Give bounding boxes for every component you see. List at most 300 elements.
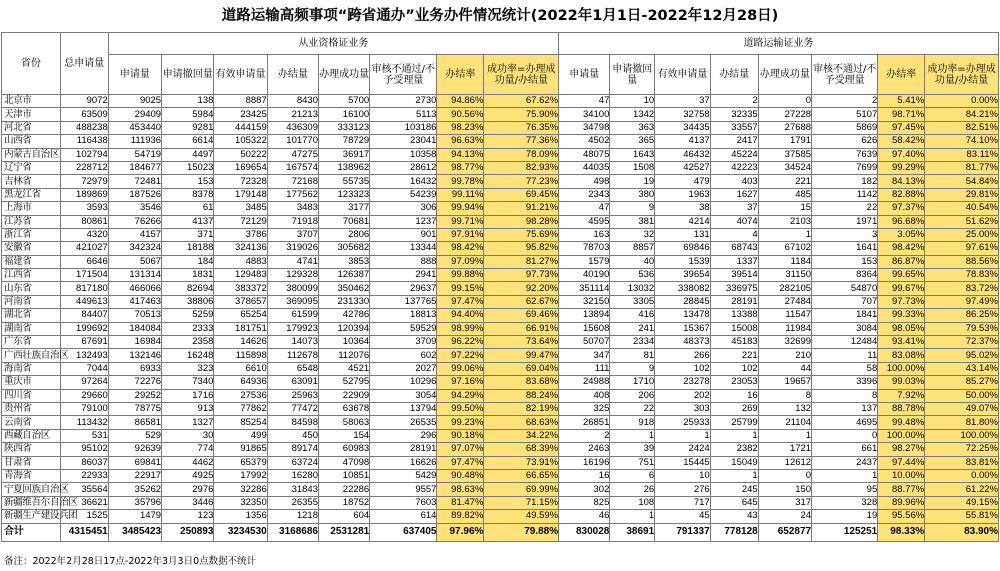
province-cell: 四川省: [2, 389, 61, 402]
value-cell: 98.42%: [878, 242, 925, 255]
province-cell: 青海省: [2, 469, 61, 482]
value-cell: 70513: [108, 309, 161, 322]
value-cell: 34.22%: [484, 429, 559, 442]
value-cell: 32699: [758, 336, 811, 349]
value-cell: 6548: [267, 362, 318, 375]
value-cell: 28191: [370, 443, 437, 456]
value-cell: 99.88%: [437, 269, 484, 282]
province-cell: 上海市: [2, 202, 61, 215]
value-cell: 416: [610, 309, 655, 322]
value-cell: 303: [655, 402, 711, 415]
value-cell: 26851: [559, 416, 610, 429]
value-cell: 498: [559, 175, 610, 188]
value-cell: 5107: [812, 108, 878, 121]
value-cell: 95.82%: [484, 242, 559, 255]
value-cell: 282105: [758, 282, 811, 295]
value-cell: 68.63%: [484, 416, 559, 429]
table-row: [2, 175, 999, 188]
value-cell: 3177: [318, 202, 369, 215]
value-cell: 774: [162, 443, 214, 456]
header-province: 省份: [2, 33, 61, 95]
value-cell: 54.84%: [925, 175, 999, 188]
value-cell: 4157: [108, 228, 161, 241]
value-cell: 72129: [214, 215, 267, 228]
value-cell: 98.71%: [878, 108, 925, 121]
value-cell: 3054: [370, 389, 437, 402]
header-col: 有效申请量: [655, 55, 711, 95]
value-cell: 78775: [108, 402, 161, 415]
value-cell: 12612: [758, 456, 811, 469]
value-cell: 182: [812, 175, 878, 188]
value-cell: 228712: [60, 161, 108, 174]
table-row: [2, 376, 999, 389]
value-cell: 46432: [655, 148, 711, 161]
value-cell: 15049: [710, 456, 758, 469]
value-cell: 408: [559, 389, 610, 402]
value-cell: 13794: [370, 402, 437, 415]
value-cell: 23053: [710, 376, 758, 389]
value-cell: 21213: [267, 108, 318, 121]
value-cell: 63724: [267, 456, 318, 469]
province-cell: 江西省: [2, 269, 61, 282]
value-cell: 10851: [318, 469, 369, 482]
table-row: [2, 228, 999, 241]
value-cell: 99.94%: [437, 202, 484, 215]
value-cell: 97.37%: [878, 202, 925, 215]
province-cell: 内蒙古自治区: [2, 148, 61, 161]
value-cell: 8: [758, 389, 811, 402]
value-cell: 751: [610, 456, 655, 469]
value-cell: 52795: [318, 376, 369, 389]
table-row: [2, 188, 999, 201]
value-cell: 13032: [610, 282, 655, 295]
value-cell: 18813: [370, 309, 437, 322]
value-cell: 1218: [267, 510, 318, 523]
value-cell: 92.20%: [484, 282, 559, 295]
value-cell: 68.39%: [484, 443, 559, 456]
value-cell: 901: [370, 228, 437, 241]
province-cell: 新疆维吾尔自治区: [2, 496, 61, 509]
value-cell: 99.65%: [878, 269, 925, 282]
value-cell: 36621: [60, 496, 108, 509]
value-cell: 1525: [60, 510, 108, 523]
value-cell: 76266: [108, 215, 161, 228]
value-cell: 97.09%: [437, 255, 484, 268]
value-cell: 371: [162, 228, 214, 241]
value-cell: 10358: [370, 148, 437, 161]
value-cell: 94.13%: [437, 148, 484, 161]
value-cell: 138962: [318, 161, 369, 174]
province-cell: 安徽省: [2, 242, 61, 255]
value-cell: 531: [60, 429, 108, 442]
value-cell: 499: [214, 429, 267, 442]
table-row: [2, 161, 999, 174]
value-cell: 81.80%: [925, 416, 999, 429]
value-cell: 369095: [267, 295, 318, 308]
value-cell: 88.78%: [878, 402, 925, 415]
value-cell: 45224: [710, 148, 758, 161]
value-cell: 49.59%: [484, 510, 559, 523]
value-cell: 22286: [318, 483, 369, 496]
value-cell: 73.91%: [484, 456, 559, 469]
value-cell: 28845: [655, 295, 711, 308]
value-cell: 32758: [655, 108, 711, 121]
value-cell: 6614: [162, 135, 214, 148]
value-cell: 1337: [710, 255, 758, 268]
value-cell: 2531281: [318, 523, 369, 541]
value-cell: 296: [370, 429, 437, 442]
value-cell: 15: [758, 202, 811, 215]
value-cell: 19657: [758, 376, 811, 389]
value-cell: 338082: [655, 282, 711, 295]
value-cell: 450: [267, 429, 318, 442]
value-cell: 1327: [162, 416, 214, 429]
value-cell: 47: [559, 202, 610, 215]
value-cell: 791337: [655, 523, 711, 541]
value-cell: 95.56%: [878, 510, 925, 523]
value-cell: 97.61%: [925, 242, 999, 255]
value-cell: 97.73%: [878, 295, 925, 308]
value-cell: 305682: [318, 242, 369, 255]
value-cell: 13894: [559, 309, 610, 322]
value-cell: 24: [758, 510, 811, 523]
value-cell: 0.00%: [925, 95, 999, 108]
value-cell: 323: [162, 362, 214, 375]
table-row: [2, 295, 999, 308]
table-row: [2, 349, 999, 362]
value-cell: 48373: [655, 336, 711, 349]
value-cell: 86037: [60, 456, 108, 469]
value-cell: 45183: [710, 336, 758, 349]
value-cell: 1: [758, 429, 811, 442]
value-cell: 15608: [559, 322, 610, 335]
value-cell: 602: [370, 349, 437, 362]
province-cell: 浙江省: [2, 228, 61, 241]
value-cell: 60983: [318, 443, 369, 456]
value-cell: 72328: [214, 175, 267, 188]
province-cell: 海南省: [2, 362, 61, 375]
value-cell: 17992: [214, 469, 267, 482]
value-cell: 5067: [108, 255, 161, 268]
value-cell: 91.21%: [484, 202, 559, 215]
value-cell: 154: [318, 429, 369, 442]
value-cell: 84.13%: [878, 175, 925, 188]
value-cell: 7.92%: [878, 389, 925, 402]
value-cell: 187526: [108, 188, 161, 201]
value-cell: 125251: [812, 523, 878, 541]
value-cell: 13344: [370, 242, 437, 255]
value-cell: 365: [610, 135, 655, 148]
value-cell: 77.23%: [484, 175, 559, 188]
value-cell: 380099: [267, 282, 318, 295]
value-cell: 189869: [60, 188, 108, 201]
value-cell: 153: [812, 255, 878, 268]
value-cell: 2424: [655, 443, 711, 456]
value-cell: 95102: [60, 443, 108, 456]
value-cell: 95: [812, 483, 878, 496]
value-cell: 8887: [214, 95, 267, 108]
value-cell: 18752: [318, 496, 369, 509]
value-cell: 16984: [108, 336, 161, 349]
table-row: [2, 402, 999, 415]
value-cell: 488238: [60, 121, 108, 134]
value-cell: 77862: [214, 402, 267, 415]
value-cell: 1: [610, 429, 655, 442]
value-cell: 5869: [812, 121, 878, 134]
value-cell: 23278: [655, 376, 711, 389]
value-cell: 325: [559, 402, 610, 415]
value-cell: 4595: [559, 215, 610, 228]
value-cell: 85254: [214, 416, 267, 429]
value-cell: 55735: [318, 175, 369, 188]
value-cell: 112678: [267, 349, 318, 362]
value-cell: 129328: [267, 269, 318, 282]
value-cell: 54719: [108, 148, 161, 161]
value-cell: 22909: [318, 389, 369, 402]
value-cell: 707: [812, 295, 878, 308]
value-cell: 102: [710, 362, 758, 375]
province-cell: 北京市: [2, 95, 61, 108]
value-cell: 126387: [318, 269, 369, 282]
table-row: [2, 121, 999, 134]
value-cell: 26535: [370, 416, 437, 429]
value-cell: 1641: [812, 242, 878, 255]
value-cell: 29.81%: [925, 188, 999, 201]
value-cell: 1: [655, 429, 711, 442]
value-cell: 27688: [758, 121, 811, 134]
value-cell: 210: [758, 349, 811, 362]
value-cell: 58063: [318, 416, 369, 429]
value-cell: 1508: [610, 161, 655, 174]
value-cell: 4315451: [60, 523, 108, 541]
value-cell: 131314: [108, 269, 161, 282]
value-cell: 652877: [758, 523, 811, 541]
value-cell: 34100: [559, 108, 610, 121]
value-cell: 111936: [108, 135, 161, 148]
value-cell: 266: [655, 349, 711, 362]
value-cell: 2806: [318, 228, 369, 241]
value-cell: 78.09%: [484, 148, 559, 161]
province-cell: 湖南省: [2, 322, 61, 335]
value-cell: 231330: [318, 295, 369, 308]
value-cell: 96.68%: [878, 215, 925, 228]
value-cell: 65379: [214, 456, 267, 469]
value-cell: 113432: [60, 416, 108, 429]
value-cell: 66.65%: [484, 469, 559, 482]
value-cell: 98.05%: [878, 322, 925, 335]
value-cell: 7340: [162, 376, 214, 389]
value-cell: 54870: [812, 282, 878, 295]
value-cell: 32286: [214, 483, 267, 496]
value-cell: 99.47%: [484, 349, 559, 362]
value-cell: 98.28%: [484, 215, 559, 228]
value-cell: 16: [559, 469, 610, 482]
value-cell: 132: [758, 402, 811, 415]
value-cell: 99.78%: [437, 175, 484, 188]
value-cell: 99.03%: [878, 376, 925, 389]
value-cell: 14073: [267, 336, 318, 349]
value-cell: 44: [758, 362, 811, 375]
province-cell: 贵州省: [2, 402, 61, 415]
value-cell: 2730: [370, 95, 437, 108]
value-cell: 72.37%: [925, 336, 999, 349]
value-cell: 16100: [318, 108, 369, 121]
value-cell: 88.24%: [484, 389, 559, 402]
value-cell: 324136: [214, 242, 267, 255]
value-cell: 3305: [610, 295, 655, 308]
header-col: 办结量: [710, 55, 758, 95]
province-cell: 西藏自治区: [2, 429, 61, 442]
province-cell: 福建省: [2, 255, 61, 268]
value-cell: 25933: [655, 416, 711, 429]
value-cell: 269: [710, 402, 758, 415]
table-row: [2, 362, 999, 375]
value-cell: 100.00%: [878, 429, 925, 442]
header-col: 申请撤回量: [162, 55, 214, 95]
value-cell: 317: [758, 496, 811, 509]
value-cell: 1356: [214, 510, 267, 523]
value-cell: 81: [610, 349, 655, 362]
value-cell: 7044: [60, 362, 108, 375]
value-cell: 36917: [318, 148, 369, 161]
value-cell: 199692: [60, 322, 108, 335]
value-cell: 90.56%: [437, 108, 484, 121]
value-cell: 0: [758, 469, 811, 482]
province-cell: 重庆市: [2, 376, 61, 389]
sheet-title: 道路运输高频事项“跨省通办”业务办件情况统计(2022年1月1日-2022年12月28日): [221, 8, 779, 24]
table-row: [2, 483, 999, 496]
value-cell: 71.15%: [484, 496, 559, 509]
value-cell: 75.69%: [484, 228, 559, 241]
value-cell: 661: [812, 443, 878, 456]
value-cell: 3: [812, 228, 878, 241]
value-cell: 63091: [267, 376, 318, 389]
value-cell: 97.47%: [437, 295, 484, 308]
value-cell: 1539: [655, 255, 711, 268]
value-cell: 99.67%: [878, 282, 925, 295]
value-cell: 3168686: [267, 523, 318, 541]
value-cell: 179923: [267, 322, 318, 335]
value-cell: 67102: [758, 242, 811, 255]
value-cell: 98.23%: [437, 121, 484, 134]
value-cell: 27228: [758, 108, 811, 121]
header-col: 办结率: [878, 55, 925, 95]
province-cell: 湖北省: [2, 309, 61, 322]
value-cell: 58.42%: [878, 135, 925, 148]
value-cell: 37585: [758, 148, 811, 161]
table-row: [2, 282, 999, 295]
value-cell: 336975: [710, 282, 758, 295]
footnote: 备注：2022年2月28日17点-2022年3月3日0点数据不统计: [4, 556, 257, 567]
value-cell: 9557: [370, 483, 437, 496]
value-cell: 3485: [214, 202, 267, 215]
value-cell: 15367: [655, 322, 711, 335]
value-cell: 4695: [812, 416, 878, 429]
value-cell: 3707: [267, 228, 318, 241]
value-cell: 98.77%: [437, 161, 484, 174]
value-cell: 31150: [758, 269, 811, 282]
value-cell: 167574: [267, 161, 318, 174]
table-row: [2, 429, 999, 442]
value-cell: 403: [710, 175, 758, 188]
value-cell: 80861: [60, 215, 108, 228]
value-cell: 184677: [108, 161, 161, 174]
value-cell: 97264: [60, 376, 108, 389]
header-group-transport: 道路运输证业务: [559, 33, 999, 55]
value-cell: 27536: [214, 389, 267, 402]
value-cell: 5113: [370, 108, 437, 121]
value-cell: 163: [559, 228, 610, 241]
value-cell: 10296: [370, 376, 437, 389]
value-cell: 14626: [214, 336, 267, 349]
value-cell: 276: [655, 483, 711, 496]
value-cell: 221: [710, 349, 758, 362]
value-cell: 2358: [162, 336, 214, 349]
value-cell: 8857: [610, 242, 655, 255]
value-cell: 120394: [318, 322, 369, 335]
value-cell: 131: [655, 228, 711, 241]
value-cell: 4214: [655, 215, 711, 228]
value-cell: 61.22%: [925, 483, 999, 496]
value-cell: 26: [610, 483, 655, 496]
table-row: [2, 496, 999, 509]
value-cell: 19: [610, 175, 655, 188]
value-cell: 614: [370, 510, 437, 523]
value-cell: 82.88%: [878, 188, 925, 201]
value-cell: 11984: [758, 322, 811, 335]
value-cell: 88.56%: [925, 255, 999, 268]
value-cell: 116438: [60, 135, 108, 148]
value-cell: 4320: [60, 228, 108, 241]
value-cell: 98.99%: [437, 322, 484, 335]
value-cell: 181751: [214, 322, 267, 335]
value-cell: 99.48%: [878, 416, 925, 429]
value-cell: 38: [655, 202, 711, 215]
value-cell: 86.87%: [878, 255, 925, 268]
value-cell: 79.88%: [484, 523, 559, 541]
value-cell: 15023: [162, 161, 214, 174]
value-cell: 81.77%: [925, 161, 999, 174]
value-cell: 37: [710, 202, 758, 215]
value-cell: 13478: [655, 309, 711, 322]
value-cell: 84.21%: [925, 108, 999, 121]
province-cell: 广东省: [2, 336, 61, 349]
value-cell: 83.72%: [925, 282, 999, 295]
value-cell: 3709: [370, 336, 437, 349]
value-cell: 2103: [758, 215, 811, 228]
value-cell: 42786: [318, 309, 369, 322]
value-cell: 444159: [214, 121, 267, 134]
value-cell: 1142: [812, 188, 878, 201]
value-cell: 96.63%: [437, 135, 484, 148]
value-cell: 645: [710, 496, 758, 509]
value-cell: 1643: [610, 148, 655, 161]
value-cell: 99.50%: [437, 402, 484, 415]
value-cell: 49.15%: [925, 496, 999, 509]
value-cell: 485: [758, 188, 811, 201]
value-cell: 4: [710, 228, 758, 241]
value-cell: 82.19%: [484, 402, 559, 415]
value-cell: 37: [655, 95, 711, 108]
value-cell: 3084: [812, 322, 878, 335]
value-cell: 81.47%: [437, 496, 484, 509]
value-cell: 98.63%: [437, 483, 484, 496]
value-cell: 2343: [559, 188, 610, 201]
value-cell: 10: [610, 95, 655, 108]
value-cell: 2437: [812, 456, 878, 469]
value-cell: 363: [610, 121, 655, 134]
value-cell: 32150: [559, 295, 610, 308]
